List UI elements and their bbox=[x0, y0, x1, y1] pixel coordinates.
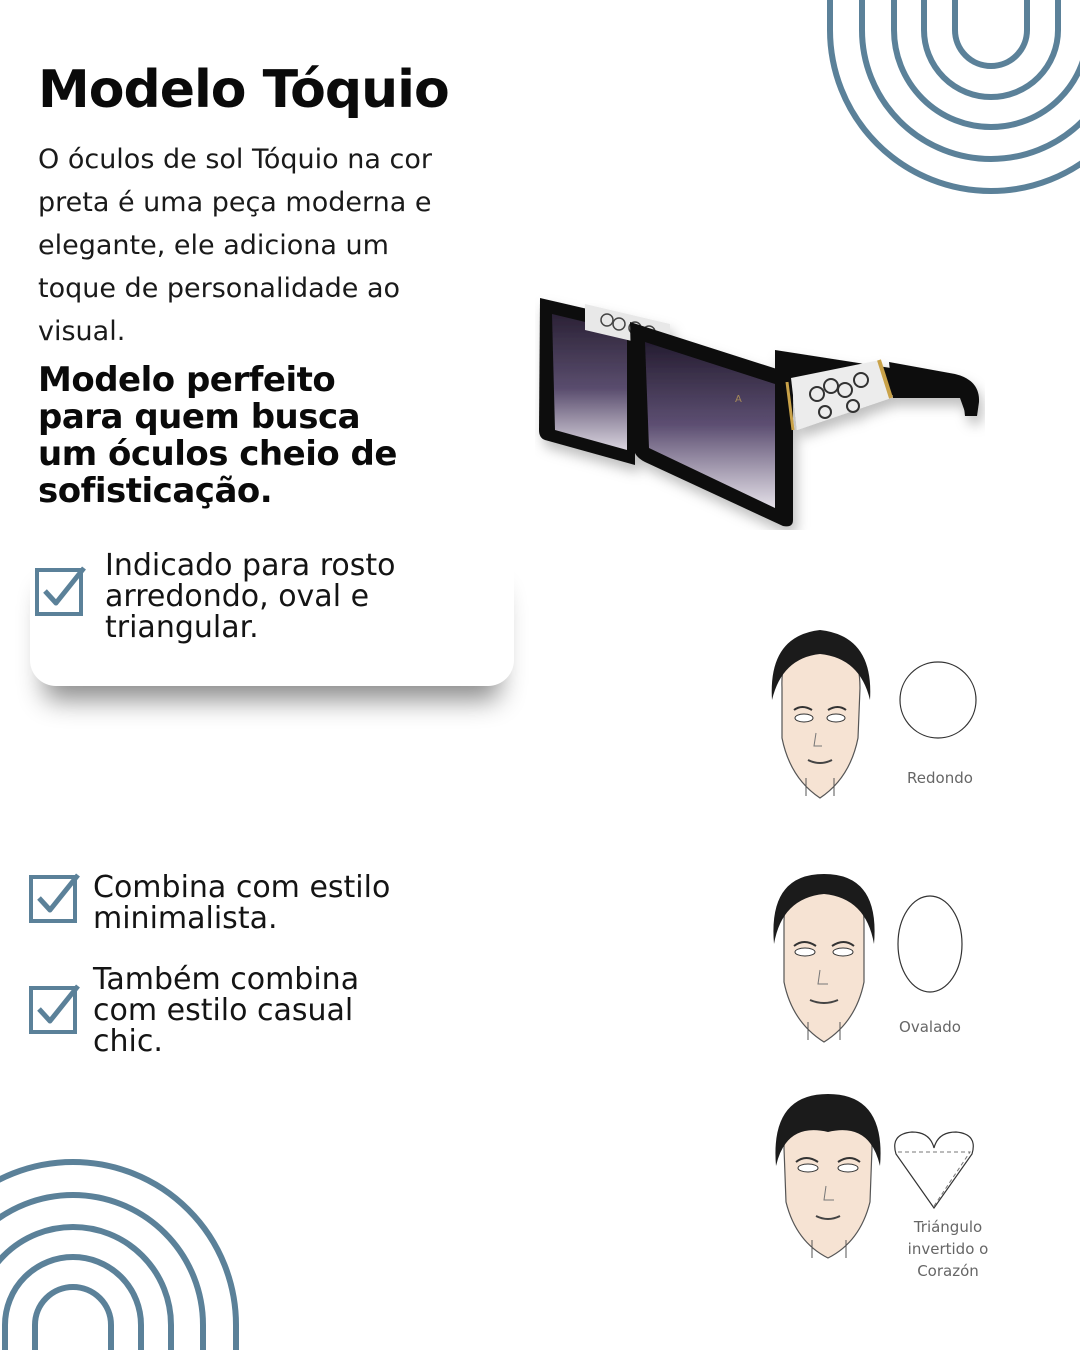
feature-casual-chic: Também combina com estilo casual chic. bbox=[93, 962, 360, 1059]
face-label-round: Redondo bbox=[907, 769, 973, 787]
sunglasses-image bbox=[535, 290, 985, 530]
face-label-oval: Ovalado bbox=[899, 1018, 961, 1036]
arch-decoration-bottom-left bbox=[0, 1140, 250, 1350]
face-label-heart: Triángulo invertido o Corazón bbox=[907, 1218, 989, 1280]
checkbox-check-icon bbox=[34, 565, 86, 617]
feature-minimalist: Combina com estilo minimalista. bbox=[93, 870, 391, 936]
page-title: Modelo Tóquio bbox=[38, 60, 449, 120]
feature-face-shapes: Indicado para rosto arredondo, oval e triangular. bbox=[105, 548, 396, 645]
checkbox-check-icon bbox=[28, 872, 80, 924]
checkbox-check-icon bbox=[28, 983, 80, 1035]
svg-text:A: A bbox=[735, 394, 742, 405]
highlight-statement: Modelo perfeito para quem busca um óculos cheio de sofisticação. bbox=[38, 360, 397, 511]
arch-decoration-top-right bbox=[800, 0, 1080, 210]
product-description: O óculos de sol Tóquio na cor preta é uma peça moderna e elegante, ele adiciona um toque de personalidade ao visual. bbox=[38, 144, 432, 347]
